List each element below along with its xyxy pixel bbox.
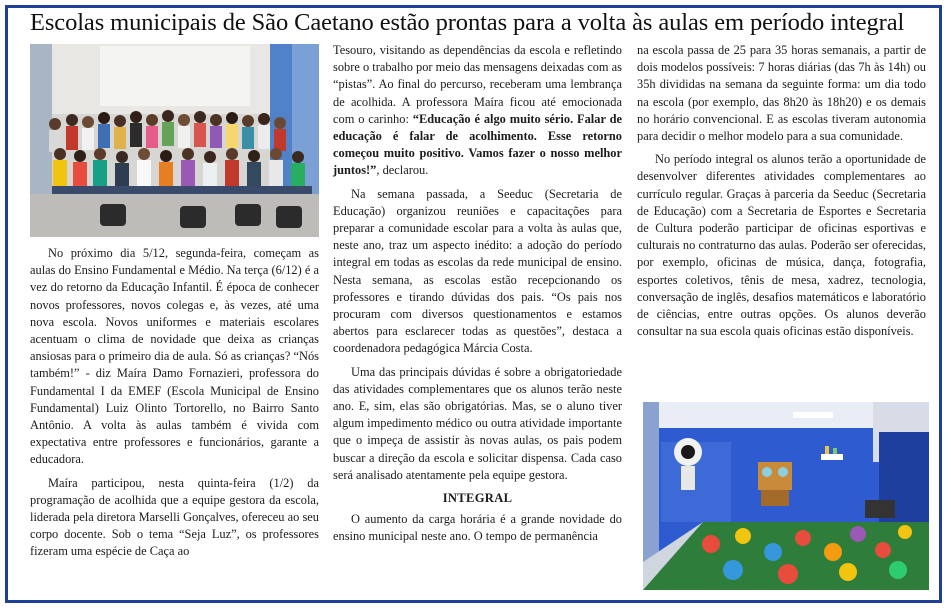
col3-paragraph-2: No período integral os alunos terão a oportunidade de desenvolver diferentes atividades complementares ao currículo regular. Graças à parceria da Seeduc (Secretaria de Educação) com a Secretaria de Esportes e Secretaria de Cultura poderão participar de oficinas esportivas e culturais no contraturno das aulas. Poderão ser oferecidas, por exemplo, oficinas de música, dança, fotografia, esportes coletivos, tênis de mesa, xadrez, tecnologia, conversação de inglês, desafios matemáticos e laboratório de ciências, entre outras opções. Os alunos deverão consultar na sua escola quais oficinas estão disponíveis.	[637, 152, 926, 339]
col2-paragraph-1	[333, 42, 622, 180]
group-photo	[30, 44, 319, 237]
teacher-quote: “Educação é algo muito sério. Falar de educação é falar de acolhimento. Esse retorno começou muito positivo. Vamos fazer o nosso melhor juntos!”	[333, 111, 622, 178]
col1-paragraph-2: Maíra participou, nesta quinta-feira (1/2) da programação de acolhida que a equipe gestora da escola, liderada pela diretora Marselli Gonçalves, ofereceu ao seu corpo docente. Sob o tema “Seja Luz”, os professores fizeram uma espécie de Caça ao	[30, 475, 319, 559]
column-3	[637, 42, 926, 346]
column-2	[333, 42, 622, 552]
col2-paragraph-3: Uma das principais dúvidas é sobre a obrigatoriedade das atividades complementares que os alunos terão neste ano. E, sim, elas são obrigatórias. Mas, se o aluno tiver algum impedimento médico ou outra atividade importante que o impeça de assistir às novas aulas, os pais podem buscar a direção da escola e solicitar dispensa. Cada caso será analisado atentamente pela equipe gestora.	[333, 364, 622, 482]
subheading-integral: INTEGRAL	[442, 491, 513, 506]
classroom-photo	[643, 402, 929, 590]
col2-p1-start: Tesouro, visitando as dependências da escola e refletindo sobre o trabalho por meio das mensagens deixadas com as “pistas”. Ao final do percurso, receberam uma lembrança de acolhida. A professora Maíra ficou até emocionada com o carinho:	[333, 43, 622, 126]
col2-p1-end: , declarou.	[376, 163, 429, 178]
col2-paragraph-4: O aumento da carga horária é a grande novidade do ensino municipal neste ano. O tempo de permanência	[333, 512, 622, 544]
col1-paragraph-1: No próximo dia 5/12, segunda-feira, começam as aulas do Ensino Fundamental e Médio. Na terça (6/12) é a vez do retorno da Educação Infantil. É época de conhecer novos professores, novos colegas e, às vezes, até uma nova escola. Novos uniformes e materiais escolares acentuam o clima de novidade que deixa as crianças ansiosas para o primeiro dia de aula. Só as crianças? “Nós também!” - diz Maíra Damo Fornazieri, professora do Fundamental I da EMEF (Escola Municipal de Ensino Fundamental) Luiz Olinto Tortorello, no Bairro Santo Antônio. A volta às aulas também é vivida com expectativa entre professores e funcionários, garante a educadora.	[30, 246, 319, 467]
headline: Escolas municipais de São Caetano estão prontas para a volta às aulas em período integral	[30, 9, 905, 36]
column-1	[30, 44, 319, 567]
col2-paragraph-2: Na semana passada, a Seeduc (Secretaria de Educação) organizou reuniões e capacitações para preparar a comunidade escolar para a volta às aulas que, neste ano, traz um aspecto inédito: a adoção do período integral em todas as escolas da rede municipal de ensino. Nesta semana, as escolas estão recepcionando os professores e tirando dúvidas dos pais. “Os pais nos procuram com diversos questionamentos e estamos abertos para esclarecer todas as questões”, destaca a coordenadora pedagógica Márcia Costa.	[333, 186, 622, 356]
col3-paragraph-1: na escola passa de 25 para 35 horas semanais, a partir de dois modelos possíveis: 7 horas diárias (das 7h às 14h) ou 35h divididas na semana da seguinte forma: um dia todo na escola (por exemplo, das 8h20 às 18h20) e os demais no horário convencional. E as escolas tiveram autonomia para decidir o melhor modelo para a sua comunidade.	[637, 43, 926, 144]
